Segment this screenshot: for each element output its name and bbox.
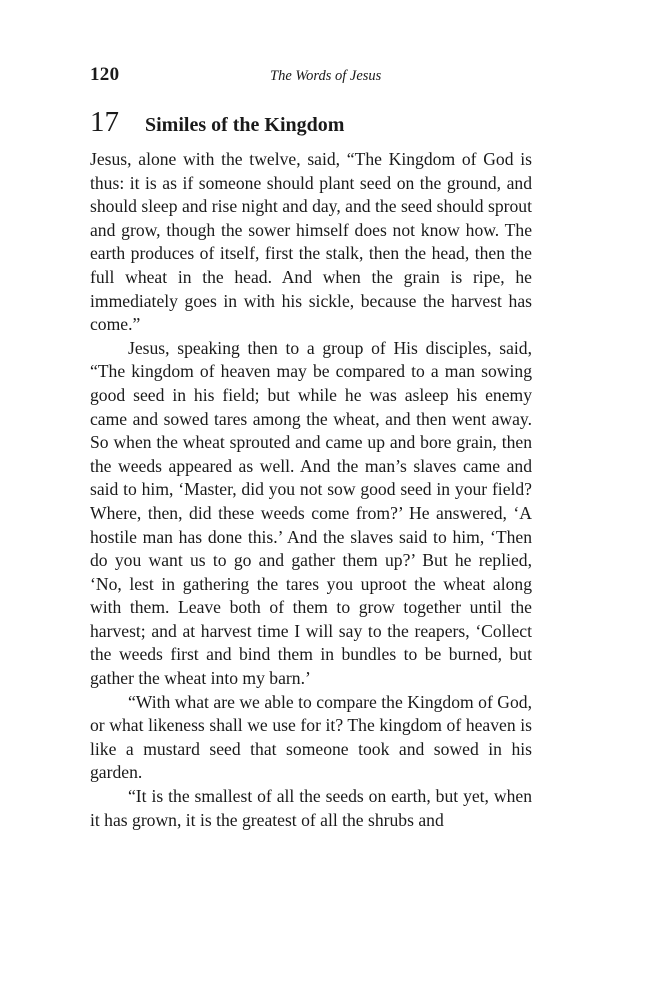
body-text bbox=[90, 148, 532, 832]
chapter-heading bbox=[90, 106, 532, 148]
chapter-number: 17 bbox=[90, 106, 119, 138]
running-title: The Words of Jesus bbox=[270, 68, 382, 84]
page-number: 120 bbox=[90, 64, 120, 85]
paragraph: Jesus, speaking then to a group of His disciples, said, “The kingdom of heaven may be compared to a man sowing good seed in his field; but while he was asleep his enemy came and sowed tares among the wheat, and then went away. So when the wheat sprouted and came up and bore grain, then the weeds appeared as well. And the man’s slaves came and said to him, ‘Master, did you not sow good seed in your field? Where, then, did these weeds come from?’ He answered, ‘A hostile man has done this.’ And the slaves said to him, ‘Then do you want us to go and gather them up?’ But he replied, ‘No, lest in gathering the tares you uproot the wheat along with them. Leave both of them to grow together until the harvest; and at harvest time I will say to the reapers, ‘Collect the weeds first and bind them in bundles to be burned, but gather the wheat into my barn.’ bbox=[90, 337, 532, 689]
paragraph: “With what are we able to compare the Kingdom of God, or what likeness shall we use for it? The kingdom of heaven is like a mustard seed that someone took and sowed in his garden. bbox=[90, 691, 532, 783]
chapter-title: Similes of the Kingdom bbox=[145, 114, 345, 136]
book-page bbox=[90, 60, 532, 832]
paragraph: “It is the smallest of all the seeds on earth, but yet, when it has grown, it is the greatest of all the shrubs and bbox=[90, 786, 532, 830]
running-head bbox=[90, 60, 532, 92]
paragraph: Jesus, alone with the twelve, said, “The Kingdom of God is thus: it is as if someone should plant seed on the ground, and should sleep and rise night and day, and the seed should sprout and grow, though the sower himself does not know how. The earth produces of itself, first the stalk, then the head, then the full wheat in the head. And when the grain is ripe, he immediately goes in with his sickle, because the harvest has come.” bbox=[90, 149, 532, 335]
